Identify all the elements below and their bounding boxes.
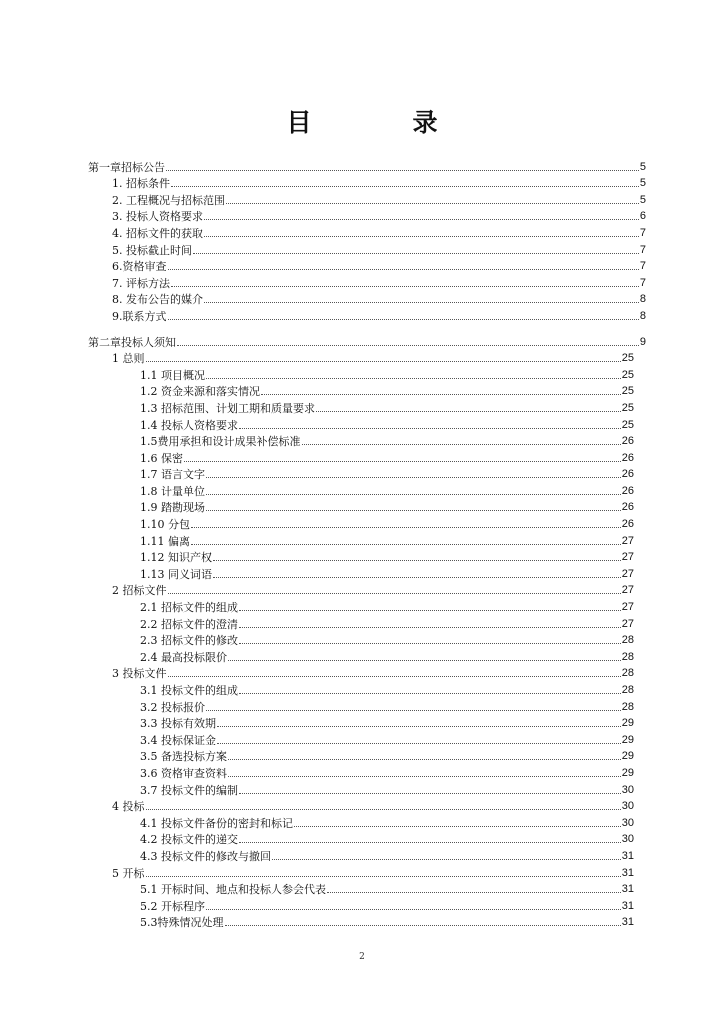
toc-entry[interactable] (88, 763, 646, 780)
toc-entry-label: 1.6 保密 (140, 451, 183, 465)
toc-entry[interactable] (88, 273, 646, 290)
toc-entry-label: 4.3 投标文件的修改与撤回 (140, 849, 271, 863)
toc-entry[interactable] (88, 830, 646, 847)
toc-entry[interactable] (88, 548, 646, 565)
toc-entry[interactable] (88, 531, 646, 548)
toc-entry-label: 3. 投标人资格要求 (112, 210, 203, 224)
toc-entry-page: 28 (621, 650, 634, 663)
toc-entry-page: 25 (621, 418, 634, 431)
toc-leader-dots (239, 609, 621, 611)
toc-leader-dots (217, 742, 621, 744)
toc-entry-label: 4. 招标文件的获取 (112, 226, 203, 240)
toc-entry[interactable] (88, 382, 646, 399)
toc-leader-dots (228, 659, 621, 661)
toc-entry-page: 27 (621, 567, 634, 580)
toc-entry-label: 7. 评标方法 (112, 276, 170, 290)
toc-entry[interactable] (88, 306, 646, 323)
toc-entry-label: 5.1 开标时间、地点和投标人参会代表 (140, 883, 326, 897)
toc-entry[interactable] (88, 846, 646, 863)
toc-entry[interactable] (88, 680, 646, 697)
toc-leader-dots (168, 675, 621, 677)
toc-entry-page: 5 (639, 177, 646, 190)
toc-entry-page: 7 (639, 226, 646, 239)
toc-leader-dots (171, 285, 639, 287)
toc-entry-label: 第二章投标人须知 (88, 335, 176, 349)
toc-entry-label: 3.3 投标有效期 (140, 717, 216, 731)
toc-entry-page: 27 (621, 551, 634, 564)
toc-entry-label: 3.7 投标文件的编制 (140, 783, 238, 797)
toc-entry-page: 7 (639, 276, 646, 289)
toc-entry[interactable] (88, 863, 646, 880)
toc-entry-page: 6 (639, 210, 646, 223)
toc-leader-dots (327, 891, 621, 893)
toc-entry-page: 29 (621, 766, 634, 779)
toc-leader-dots (239, 626, 621, 628)
toc-entry[interactable] (88, 481, 646, 498)
toc-entry-page: 26 (621, 468, 634, 481)
toc-entry-page: 31 (621, 916, 634, 929)
toc-leader-dots (146, 875, 621, 877)
toc-entry-page: 30 (621, 783, 634, 796)
toc-leader-dots (213, 559, 621, 561)
toc-leader-dots (302, 443, 621, 445)
toc-entry-page: 29 (621, 717, 634, 730)
toc-entry-label: 5. 投标截止时间 (112, 243, 192, 257)
toc-leader-dots (171, 185, 639, 187)
toc-entry-label: 4.2 投标文件的递交 (140, 833, 238, 847)
toc-entry-label: 1.9 踏勘现场 (140, 501, 205, 515)
toc-entry-label: 6.资格审查 (112, 260, 167, 274)
toc-entry[interactable] (88, 896, 646, 913)
toc-entry-label: 3.4 投标保证金 (140, 733, 216, 747)
toc-entry-label: 1.2 资金来源和落实情况 (140, 385, 260, 399)
toc-entry-page: 8 (639, 293, 646, 306)
toc-entry[interactable] (88, 747, 646, 764)
toc-leader-dots (272, 858, 621, 860)
toc-leader-dots (206, 476, 621, 478)
toc-entry-label: 3.5 备选投标方案 (140, 750, 227, 764)
toc-leader-dots (166, 169, 639, 171)
toc-leader-dots (228, 758, 621, 760)
toc-entry[interactable] (88, 190, 646, 207)
toc-leader-dots (261, 393, 621, 395)
toc-entry[interactable] (88, 647, 646, 664)
toc-leader-dots (239, 427, 621, 429)
toc-entry[interactable] (88, 465, 646, 482)
toc-entry-label: 2 招标文件 (112, 584, 167, 598)
toc-leader-dots (168, 318, 639, 320)
page-title: 目 录 (286, 108, 476, 137)
toc-entry[interactable] (88, 880, 646, 897)
toc-entry[interactable] (88, 597, 646, 614)
toc-entry-page: 25 (621, 401, 634, 414)
toc-leader-dots (228, 775, 621, 777)
toc-entry[interactable] (88, 498, 646, 515)
toc-entry[interactable] (88, 780, 646, 797)
toc-entry[interactable] (88, 714, 646, 731)
toc-leader-dots (168, 268, 639, 270)
toc-entry-label: 1. 招标条件 (112, 177, 170, 191)
toc-leader-dots (213, 576, 621, 578)
toc-leader-dots (239, 692, 621, 694)
toc-entry-page: 29 (621, 750, 634, 763)
toc-entry-page: 5 (639, 160, 646, 173)
toc-leader-dots (204, 301, 639, 303)
toc-leader-dots (226, 202, 639, 204)
toc-entry-label: 1.8 计量单位 (140, 484, 205, 498)
toc-entry-label: 1.12 知识产权 (140, 551, 212, 565)
toc-entry-page: 28 (621, 684, 634, 696)
toc-leader-dots (239, 792, 621, 794)
toc-entry[interactable] (88, 398, 646, 415)
toc-entry[interactable] (88, 514, 646, 531)
page-number: 2 (359, 952, 365, 962)
toc-entry[interactable] (88, 240, 646, 257)
toc-entry-label: 4 投标 (112, 800, 145, 814)
toc-entry-label: 2. 工程概况与招标范围 (112, 193, 225, 207)
toc-entry-label: 4.1 投标文件备份的密封和标记 (140, 816, 293, 830)
toc-entry-label: 3.6 资格审查资料 (140, 766, 227, 780)
toc-entry[interactable] (88, 349, 646, 366)
toc-leader-dots (294, 825, 621, 827)
toc-entry-page: 28 (621, 634, 634, 647)
toc-entry-page: 25 (621, 368, 634, 381)
toc-entry-page: 27 (621, 584, 634, 597)
toc-leader-dots (204, 235, 639, 237)
toc-entry-label: 1.10 分包 (140, 518, 190, 532)
toc-entry[interactable] (88, 797, 646, 814)
toc-entry-page: 9 (639, 335, 646, 348)
toc-leader-dots (217, 725, 621, 727)
toc-leader-dots (146, 360, 621, 362)
toc-entry-label: 3 投标文件 (112, 667, 167, 681)
toc-leader-dots (191, 526, 621, 528)
toc-entry[interactable] (88, 581, 646, 598)
toc-entry[interactable] (88, 157, 646, 174)
toc-entry-page: 28 (621, 667, 634, 680)
toc-entry[interactable] (88, 174, 646, 191)
toc-entry[interactable] (88, 664, 646, 681)
toc-entry[interactable] (88, 290, 646, 307)
toc-leader-dots (206, 377, 621, 379)
toc-entry[interactable] (88, 257, 646, 274)
toc-entry-page: 7 (639, 260, 646, 273)
toc-entry-page: 26 (621, 501, 634, 514)
toc-entry-page: 31 (621, 849, 634, 862)
toc-entry-label: 1.3 招标范围、计划工期和质量要求 (140, 401, 315, 415)
toc-entry-label: 1.13 同义词语 (140, 567, 212, 581)
toc-entry-page: 30 (621, 816, 634, 829)
toc-entry[interactable] (88, 564, 646, 581)
toc-entry-label: 1.11 偏离 (140, 534, 190, 548)
toc-leader-dots (206, 908, 621, 910)
toc-leader-dots (191, 543, 621, 545)
toc-entry-page: 29 (621, 733, 634, 746)
toc-leader-dots (225, 924, 621, 926)
toc-entry[interactable] (88, 631, 646, 648)
toc-entry[interactable] (88, 223, 646, 240)
toc-entry-label: 1 总则 (112, 352, 145, 366)
toc-entry-page: 30 (621, 800, 634, 813)
toc-entry-label: 2.4 最高投标限价 (140, 650, 227, 664)
toc-entry[interactable] (88, 697, 646, 714)
toc-entry-label: 8. 发布公告的媒介 (112, 293, 203, 307)
toc-entry-label: 1.5费用承担和设计成果补偿标准 (140, 435, 301, 449)
toc-leader-dots (206, 509, 621, 511)
toc-entry[interactable] (88, 913, 646, 930)
toc-entry-label: 5.3特殊情况处理 (140, 916, 224, 930)
toc-entry-label: 2.3 招标文件的修改 (140, 634, 238, 648)
toc-leader-dots (239, 642, 621, 644)
toc-leader-dots (316, 410, 621, 412)
toc-entry-page: 31 (621, 866, 634, 879)
toc-entry-label: 9.联系方式 (112, 309, 167, 323)
toc-entry-label: 1.4 投标人资格要求 (140, 418, 238, 432)
toc-entry-page: 25 (621, 352, 634, 365)
toc-entry-page: 27 (621, 617, 634, 630)
toc-entry-page: 5 (639, 193, 646, 206)
toc-entry-page: 31 (621, 883, 634, 896)
toc-entry-label: 3.1 投标文件的组成 (140, 684, 238, 697)
toc-leader-dots (239, 841, 621, 843)
toc-entry[interactable] (88, 614, 646, 631)
toc-entry-page: 26 (621, 484, 634, 497)
toc-entry[interactable] (88, 332, 646, 349)
toc-leader-dots (146, 808, 621, 810)
toc-entry-label: 2.1 招标文件的组成 (140, 601, 238, 615)
toc-entry-page: 8 (639, 309, 646, 322)
toc-leader-dots (184, 460, 621, 462)
toc-entry[interactable] (88, 365, 646, 382)
toc-leader-dots (206, 709, 621, 711)
toc-entry-page: 28 (621, 700, 634, 713)
toc-entry[interactable] (88, 207, 646, 224)
toc-leader-dots (168, 592, 621, 594)
toc-entry-label: 1.7 语言文字 (140, 468, 205, 482)
toc-entry-label: 5.2 开标程序 (140, 899, 205, 913)
toc-entry-page: 25 (621, 385, 634, 398)
toc-leader-dots (206, 493, 621, 495)
table-of-contents (88, 157, 646, 929)
toc-entry[interactable] (88, 448, 646, 465)
toc-entry-label: 3.2 投标报价 (140, 700, 205, 714)
toc-entry-page: 26 (621, 435, 634, 448)
toc-entry-page: 31 (621, 899, 634, 912)
toc-entry[interactable] (88, 813, 646, 830)
toc-entry[interactable] (88, 415, 646, 432)
toc-entry-page: 26 (621, 451, 634, 464)
toc-entry-page: 27 (621, 601, 634, 614)
toc-entry-page: 27 (621, 534, 634, 547)
toc-entry[interactable] (88, 432, 646, 449)
toc-entry-label: 1.1 项目概况 (140, 368, 205, 382)
toc-entry-page: 30 (621, 833, 634, 846)
toc-entry[interactable] (88, 730, 646, 747)
toc-leader-dots (177, 344, 639, 346)
toc-leader-dots (193, 252, 639, 254)
toc-leader-dots (204, 218, 639, 220)
toc-entry-page: 7 (639, 243, 646, 256)
toc-entry-label: 5 开标 (112, 866, 145, 880)
toc-entry-label: 第一章招标公告 (88, 160, 165, 174)
toc-entry-page: 26 (621, 518, 634, 531)
toc-entry-label: 2.2 招标文件的澄清 (140, 617, 238, 631)
